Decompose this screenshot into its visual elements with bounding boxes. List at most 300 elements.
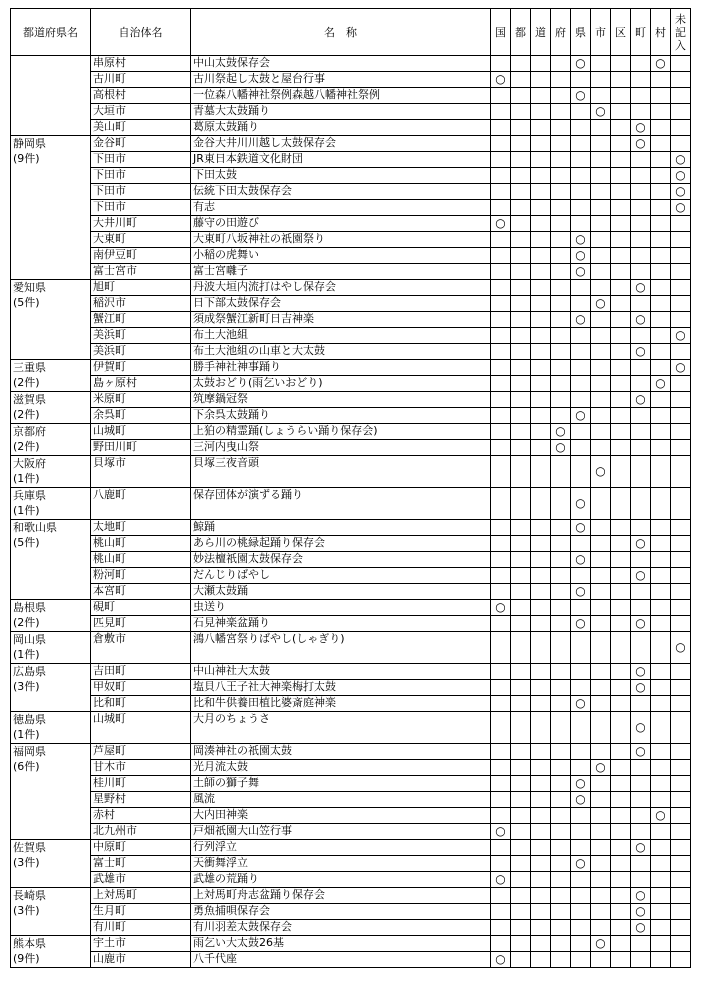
category-cell (651, 360, 671, 376)
category-cell (631, 280, 651, 296)
category-cell (551, 216, 571, 232)
prefecture-cell (11, 712, 91, 744)
category-cell (551, 920, 571, 936)
category-cell (511, 584, 531, 600)
category-cell (531, 760, 551, 776)
category-cell (671, 184, 691, 200)
category-cell (631, 552, 651, 568)
category-cell (611, 712, 631, 744)
category-cell (631, 568, 651, 584)
category-cell (511, 264, 531, 280)
category-cell (511, 72, 531, 88)
municipality-cell: 甲奴町 (91, 680, 191, 696)
category-cell (571, 392, 591, 408)
entry-name-cell: 有志 (191, 200, 491, 216)
category-cell (571, 488, 591, 520)
category-cell (511, 184, 531, 200)
municipality-cell: 山鹿市 (91, 952, 191, 968)
category-cell (491, 312, 511, 328)
category-cell (491, 456, 511, 488)
category-cell (571, 600, 591, 616)
municipality-cell: 比和町 (91, 696, 191, 712)
entry-name-cell: 保存団体が演ずる踊り (191, 488, 491, 520)
category-cell (591, 56, 611, 72)
category-cell (571, 312, 591, 328)
category-cell (571, 888, 591, 904)
category-cell (511, 456, 531, 488)
category-cell (491, 712, 511, 744)
category-cell (631, 840, 651, 856)
category-cell (571, 552, 591, 568)
category-cell (571, 568, 591, 584)
municipality-cell: 旭町 (91, 280, 191, 296)
entry-name-cell: 青墓大太鼓踊り (191, 104, 491, 120)
municipality-cell: 生月町 (91, 904, 191, 920)
category-cell (611, 808, 631, 824)
entry-name-cell: 比和牛供養田植比婆斎庭神楽 (191, 696, 491, 712)
category-cell (571, 536, 591, 552)
category-cell (651, 888, 671, 904)
category-cell (611, 536, 631, 552)
circle-mark-icon: ○ (675, 168, 686, 182)
category-cell (571, 840, 591, 856)
entry-name-cell: 勇魚捕唄保存会 (191, 904, 491, 920)
category-cell (591, 888, 611, 904)
category-cell (631, 520, 651, 536)
category-cell (491, 280, 511, 296)
municipality-cell: 星野村 (91, 792, 191, 808)
category-cell (651, 56, 671, 72)
municipality-cell: 蟹江町 (91, 312, 191, 328)
category-cell (511, 888, 531, 904)
category-cell (671, 152, 691, 168)
table-row (11, 808, 691, 824)
category-cell (671, 88, 691, 104)
category-cell (531, 376, 551, 392)
category-cell (671, 696, 691, 712)
prefecture-cell (11, 488, 91, 520)
category-cell (671, 168, 691, 184)
table-row (11, 168, 691, 184)
category-cell (651, 168, 671, 184)
category-cell (611, 952, 631, 968)
category-cell (591, 552, 611, 568)
table-row (11, 88, 691, 104)
category-cell (491, 488, 511, 520)
category-cell (551, 664, 571, 680)
category-cell (611, 184, 631, 200)
category-cell (491, 856, 511, 872)
category-cell (491, 360, 511, 376)
category-cell (531, 632, 551, 664)
category-cell (611, 232, 631, 248)
table-row (11, 920, 691, 936)
prefecture-count: (1件) (13, 472, 40, 485)
entry-name-cell: 下田太鼓 (191, 168, 491, 184)
circle-mark-icon: ○ (575, 856, 586, 870)
category-cell (511, 808, 531, 824)
prefecture-cell (11, 840, 91, 888)
category-cell (531, 840, 551, 856)
entry-name-cell: 中山太鼓保存会 (191, 56, 491, 72)
entry-name-cell: 行列浮立 (191, 840, 491, 856)
category-cell (591, 88, 611, 104)
table-row (11, 776, 691, 792)
category-cell (631, 104, 651, 120)
category-cell (631, 392, 651, 408)
category-cell (631, 152, 651, 168)
category-cell (651, 280, 671, 296)
category-cell (571, 952, 591, 968)
circle-mark-icon: ○ (575, 520, 586, 534)
category-cell (531, 72, 551, 88)
category-cell (631, 248, 651, 264)
entry-name-cell: 太鼓おどり(雨乞いおどり) (191, 376, 491, 392)
category-cell (491, 376, 511, 392)
category-cell (571, 88, 591, 104)
category-cell (611, 248, 631, 264)
category-cell (531, 488, 551, 520)
prefecture-cell (11, 744, 91, 840)
entry-name-cell: 金谷大井川川越し太鼓保存会 (191, 136, 491, 152)
category-cell (551, 440, 571, 456)
entry-name-cell: 大内田神楽 (191, 808, 491, 824)
category-cell (531, 392, 551, 408)
category-cell (631, 776, 651, 792)
category-cell (631, 488, 651, 520)
category-cell (671, 920, 691, 936)
category-cell (571, 744, 591, 760)
municipality-cell: 有川町 (91, 920, 191, 936)
category-cell (551, 792, 571, 808)
category-cell (611, 344, 631, 360)
prefecture-count: (1件) (13, 504, 40, 517)
category-cell (551, 88, 571, 104)
table-row (11, 56, 691, 72)
entry-name-cell: 勝手神社神事踊り (191, 360, 491, 376)
category-cell (551, 344, 571, 360)
category-cell (571, 56, 591, 72)
category-cell (671, 104, 691, 120)
category-cell (491, 664, 511, 680)
category-cell (491, 584, 511, 600)
category-cell (531, 264, 551, 280)
category-cell (651, 520, 671, 536)
header-to: 都 (511, 9, 531, 56)
circle-mark-icon: ○ (635, 920, 646, 934)
circle-mark-icon: ○ (575, 56, 586, 70)
category-cell (651, 328, 671, 344)
municipality-cell: 山城町 (91, 424, 191, 440)
category-cell (491, 200, 511, 216)
municipality-cell: 下田市 (91, 168, 191, 184)
table-row (11, 792, 691, 808)
category-cell (491, 344, 511, 360)
category-cell (511, 104, 531, 120)
category-cell (551, 360, 571, 376)
category-cell (511, 56, 531, 72)
category-cell (511, 312, 531, 328)
category-cell (531, 744, 551, 760)
circle-mark-icon: ○ (575, 312, 586, 326)
header-unrecorded: 未記入 (671, 9, 691, 56)
category-cell (551, 72, 571, 88)
category-cell (651, 200, 671, 216)
category-cell (571, 632, 591, 664)
category-cell (531, 424, 551, 440)
prefecture-cell (11, 56, 91, 136)
category-cell (591, 600, 611, 616)
circle-mark-icon: ○ (575, 248, 586, 262)
entry-name-cell: 戸畑祇園大山笠行事 (191, 824, 491, 840)
category-cell (531, 600, 551, 616)
category-cell (671, 760, 691, 776)
category-cell (631, 328, 651, 344)
category-cell (511, 216, 531, 232)
circle-mark-icon: ○ (655, 376, 666, 390)
category-cell (531, 792, 551, 808)
municipality-cell: 太地町 (91, 520, 191, 536)
category-cell (531, 616, 551, 632)
category-cell (531, 248, 551, 264)
circle-mark-icon: ○ (635, 680, 646, 694)
category-cell (571, 936, 591, 952)
prefecture-cell (11, 888, 91, 936)
header-fu: 府 (551, 9, 571, 56)
category-cell (511, 712, 531, 744)
category-cell (671, 888, 691, 904)
category-cell (571, 792, 591, 808)
header-ken: 県 (571, 9, 591, 56)
category-cell (671, 200, 691, 216)
category-cell (671, 600, 691, 616)
category-cell (651, 312, 671, 328)
category-cell (651, 296, 671, 312)
circle-mark-icon: ○ (575, 232, 586, 246)
entry-name-cell: 日下部太鼓保存会 (191, 296, 491, 312)
category-cell (571, 440, 591, 456)
municipality-cell: 粉河町 (91, 568, 191, 584)
category-cell (611, 408, 631, 424)
category-cell (651, 632, 671, 664)
category-cell (571, 920, 591, 936)
category-cell (531, 552, 551, 568)
circle-mark-icon: ○ (635, 888, 646, 902)
category-cell (611, 904, 631, 920)
category-cell (531, 856, 551, 872)
municipality-cell: 下田市 (91, 184, 191, 200)
category-cell (551, 408, 571, 424)
category-cell (671, 552, 691, 568)
category-cell (611, 936, 631, 952)
category-cell (671, 120, 691, 136)
table-row (11, 600, 691, 616)
prefecture-count: (2件) (13, 408, 40, 421)
category-cell (511, 664, 531, 680)
circle-mark-icon: ○ (675, 328, 686, 342)
category-cell (591, 824, 611, 840)
category-cell (491, 72, 511, 88)
municipality-cell: 美浜町 (91, 328, 191, 344)
category-cell (531, 104, 551, 120)
category-cell (591, 840, 611, 856)
category-cell (491, 136, 511, 152)
category-cell (571, 360, 591, 376)
category-cell (631, 344, 651, 360)
category-cell (591, 440, 611, 456)
category-cell (531, 808, 551, 824)
category-cell (651, 584, 671, 600)
category-cell (671, 408, 691, 424)
category-cell (651, 120, 671, 136)
category-cell (531, 408, 551, 424)
category-cell (551, 456, 571, 488)
category-cell (651, 88, 671, 104)
category-cell (511, 168, 531, 184)
table-row (11, 552, 691, 568)
category-cell (671, 296, 691, 312)
category-cell (671, 264, 691, 280)
table-row (11, 856, 691, 872)
circle-mark-icon: ○ (575, 776, 586, 790)
prefecture-cell (11, 424, 91, 456)
prefecture-name: 三重県 (13, 361, 46, 374)
table-body (11, 56, 691, 968)
category-cell (631, 744, 651, 760)
circle-mark-icon: ○ (595, 760, 606, 774)
category-cell (511, 328, 531, 344)
prefecture-name: 徳島県 (13, 713, 46, 726)
municipality-cell: 美山町 (91, 120, 191, 136)
category-cell (631, 760, 651, 776)
prefecture-count: (2件) (13, 440, 40, 453)
municipality-cell: 吉田町 (91, 664, 191, 680)
category-cell (631, 408, 651, 424)
category-cell (551, 904, 571, 920)
category-cell (631, 200, 651, 216)
prefecture-cell (11, 360, 91, 392)
category-cell (631, 616, 651, 632)
municipality-cell: 貝塚市 (91, 456, 191, 488)
table-row (11, 840, 691, 856)
prefecture-name: 愛知県 (13, 281, 46, 294)
category-cell (531, 456, 551, 488)
category-cell (651, 568, 671, 584)
category-cell (671, 664, 691, 680)
municipality-cell: 野田川町 (91, 440, 191, 456)
category-cell (551, 136, 571, 152)
circle-mark-icon: ○ (635, 136, 646, 150)
category-cell (571, 200, 591, 216)
category-cell (511, 280, 531, 296)
table-row (11, 200, 691, 216)
category-cell (631, 536, 651, 552)
category-cell (591, 424, 611, 440)
prefecture-name: 滋賀県 (13, 393, 46, 406)
category-cell (631, 632, 651, 664)
category-cell (611, 856, 631, 872)
category-cell (491, 248, 511, 264)
category-cell (591, 376, 611, 392)
category-cell (551, 520, 571, 536)
circle-mark-icon: ○ (635, 392, 646, 406)
category-cell (511, 568, 531, 584)
category-cell (651, 824, 671, 840)
municipality-cell: 串原村 (91, 56, 191, 72)
municipality-cell: 島ヶ原村 (91, 376, 191, 392)
category-cell (611, 696, 631, 712)
category-cell (491, 872, 511, 888)
category-cell (511, 776, 531, 792)
category-cell (611, 424, 631, 440)
category-cell (571, 696, 591, 712)
category-cell (571, 664, 591, 680)
category-cell (551, 424, 571, 440)
category-cell (631, 440, 651, 456)
entry-name-cell: 下余呉太鼓踊り (191, 408, 491, 424)
category-cell (491, 616, 511, 632)
category-cell (591, 152, 611, 168)
category-cell (651, 776, 671, 792)
category-cell (631, 696, 651, 712)
entry-name-cell: JR東日本鉄道文化財団 (191, 152, 491, 168)
prefecture-cell (11, 280, 91, 360)
category-cell (591, 632, 611, 664)
circle-mark-icon: ○ (675, 200, 686, 214)
entry-name-cell: 一位森八幡神社祭例森越八幡神社祭例 (191, 88, 491, 104)
circle-mark-icon: ○ (655, 808, 666, 822)
category-cell (591, 456, 611, 488)
category-cell (551, 312, 571, 328)
entry-name-cell: 三河内曳山祭 (191, 440, 491, 456)
category-cell (671, 440, 691, 456)
festival-registry-table (10, 8, 691, 968)
municipality-cell: 大井川町 (91, 216, 191, 232)
prefecture-count: (5件) (13, 536, 40, 549)
category-cell (551, 328, 571, 344)
category-cell (611, 488, 631, 520)
entry-name-cell: 大瀬太鼓踊 (191, 584, 491, 600)
category-cell (511, 552, 531, 568)
entry-name-cell: 妙法檀祇園太鼓保存会 (191, 552, 491, 568)
category-cell (611, 680, 631, 696)
circle-mark-icon: ○ (575, 264, 586, 278)
category-cell (651, 904, 671, 920)
category-cell (531, 936, 551, 952)
table-row (11, 488, 691, 520)
category-cell (651, 152, 671, 168)
category-cell (491, 952, 511, 968)
category-cell (511, 600, 531, 616)
entry-name-cell: 鴻八幡宮祭りばやし(しゃぎり) (191, 632, 491, 664)
category-cell (511, 936, 531, 952)
category-cell (531, 136, 551, 152)
category-cell (571, 184, 591, 200)
category-cell (671, 232, 691, 248)
category-cell (591, 712, 611, 744)
category-cell (531, 312, 551, 328)
entry-name-cell: 葛原太鼓踊り (191, 120, 491, 136)
category-cell (651, 664, 671, 680)
category-cell (551, 120, 571, 136)
circle-mark-icon: ○ (575, 496, 586, 510)
category-cell (551, 200, 571, 216)
table-row (11, 744, 691, 760)
category-cell (651, 264, 671, 280)
category-cell (591, 248, 611, 264)
table-row (11, 632, 691, 664)
prefecture-name: 岡山県 (13, 633, 46, 646)
